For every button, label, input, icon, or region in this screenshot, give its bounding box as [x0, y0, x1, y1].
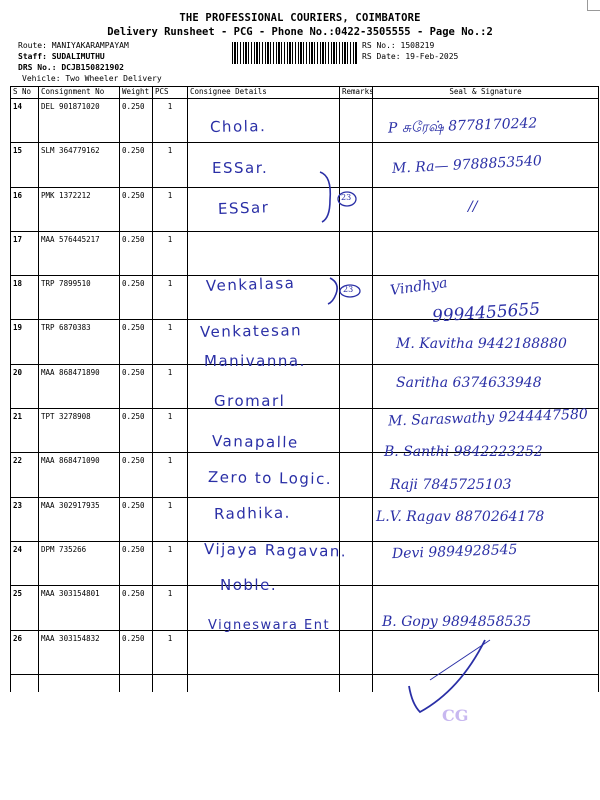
cell-pcs: 1 [153, 630, 188, 674]
handwritten-signature: M. Ra— 9788853540 [391, 153, 543, 178]
cell-sno: 19 [11, 320, 39, 364]
cell-sno: 16 [11, 187, 39, 231]
handwritten-signature: Raji 7845725103 [390, 477, 512, 493]
cell-sno: 18 [11, 276, 39, 320]
handwritten-consignee: Zero to Logic. [207, 467, 333, 488]
handwritten-consignee: Venkalasa [205, 274, 296, 296]
cell-sno: 14 [11, 99, 39, 143]
handwritten-consignee: ESSar. [212, 159, 269, 178]
cell-pcs: 1 [153, 276, 188, 320]
handwritten-consignee-extra: Vigneswara Ent [208, 618, 331, 633]
cell-weight: 0.250 [120, 99, 153, 143]
cell-weight: 0.250 [120, 320, 153, 364]
document-subtitle: Delivery Runsheet - PCG - Phone No.:0422-3505555 - Page No.:2 [107, 26, 493, 38]
cell-sno: 21 [11, 409, 39, 453]
drs-value: DCJB150821902 [61, 63, 124, 72]
handwritten-consignee: Vanapalle [211, 432, 299, 452]
remark-mark-1: 23 [341, 193, 352, 202]
cell-sno: 20 [11, 364, 39, 408]
cell-pcs: 1 [153, 497, 188, 541]
cell-weight: 0.250 [120, 364, 153, 408]
cell-consignment-no: MAA 303154801 [39, 586, 120, 630]
cell-consignment-no: MAA 868471890 [39, 364, 120, 408]
cell-weight: 0.250 [120, 541, 153, 585]
cell-weight: 0.250 [120, 143, 153, 187]
handwritten-signature: Devi 9894928545 [391, 541, 518, 562]
col-consignee: Consignee Details [188, 87, 340, 99]
cell-pcs: 1 [153, 453, 188, 497]
staff-label: Staff: [18, 52, 47, 61]
handwritten-consignee: ESSar [217, 197, 270, 218]
handwritten-signature: 9994455655 [431, 298, 541, 327]
handwritten-signature: M. Saraswathy 9244447580 [387, 406, 589, 430]
handwritten-consignee: Chola. [209, 117, 267, 136]
cell-sno: 26 [11, 630, 39, 674]
rs-date-value: 19-Feb-2025 [405, 52, 459, 61]
stamp-mark: CG [442, 706, 469, 725]
col-consignment: Consignment No [39, 87, 120, 99]
col-sno: S No [11, 87, 39, 99]
handwritten-consignee: Vijaya Ragavan. [203, 540, 348, 561]
cell-sno: 24 [11, 541, 39, 585]
cell-consignment-no: DEL 901871020 [39, 99, 120, 143]
cell-consignment-no: TPT 3278908 [39, 409, 120, 453]
cell-consignment-no: MAA 576445217 [39, 231, 120, 275]
col-weight: Weight [120, 87, 153, 99]
document-title: THE PROFESSIONAL COURIERS, COIMBATORE [179, 12, 421, 24]
handwritten-signature-extra: B. Gopy 9894858535 [382, 614, 532, 630]
cell-weight: 0.250 [120, 409, 153, 453]
vehicle-label: Vehicle: [22, 74, 61, 83]
cell-weight: 0.250 [120, 453, 153, 497]
handwritten-signature: M. Kavitha 9442188880 [396, 335, 567, 352]
cell-sno: 25 [11, 586, 39, 630]
col-signature: Seal & Signature [373, 87, 599, 99]
handwritten-consignee: Radhika. [213, 503, 292, 523]
cell-consignment-no: SLM 364779162 [39, 143, 120, 187]
cell-pcs: 1 [153, 541, 188, 585]
handwritten-signature: Vindhya [389, 275, 449, 300]
cell-pcs: 1 [153, 143, 188, 187]
cell-weight: 0.250 [120, 276, 153, 320]
cell-pcs: 1 [153, 187, 188, 231]
cell-pcs: 1 [153, 99, 188, 143]
cell-pcs: 1 [153, 409, 188, 453]
cell-weight: 0.250 [120, 231, 153, 275]
handwritten-signature: Saritha 6374633948 [396, 375, 542, 392]
rs-date-label: RS Date: [362, 52, 401, 61]
handwritten-consignee: Manivanna. [204, 351, 306, 370]
cell-pcs: 1 [153, 231, 188, 275]
cell-consignment-no: DPM 735266 [39, 541, 120, 585]
cell-sno: 23 [11, 497, 39, 541]
cell-consignment-no: TRP 6870383 [39, 320, 120, 364]
handwritten-signature: // [468, 198, 478, 215]
cell-weight: 0.250 [120, 630, 153, 674]
cell-sno: 22 [11, 453, 39, 497]
route-label: Route: [18, 41, 47, 50]
cell-weight: 0.250 [120, 187, 153, 231]
staff-value: SUDALIMUTHU [51, 52, 105, 61]
cell-consignment-no: MAA 303154832 [39, 630, 120, 674]
col-pcs: PCS [153, 87, 188, 99]
handwritten-consignee: Noble. [220, 575, 278, 594]
vehicle-value: Two Wheeler Delivery [65, 74, 162, 83]
remark-mark-2: 23 [343, 285, 354, 294]
route-value: MANIYAKARAMPAYAM [51, 41, 129, 50]
cell-consignment-no: MAA 868471090 [39, 453, 120, 497]
drs-label: DRS No.: [18, 63, 57, 72]
cell-sno: 17 [11, 231, 39, 275]
handwritten-signature: P சுரேஷ் 8778170242 [387, 115, 538, 137]
handwritten-consignee: Venkatesan [199, 320, 303, 341]
handwritten-consignee: Gromarl [214, 392, 286, 411]
cell-weight: 0.250 [120, 497, 153, 541]
handwritten-signature: B. Santhi 9842223252 [384, 443, 543, 460]
cell-weight: 0.250 [120, 586, 153, 630]
cell-sno: 15 [11, 143, 39, 187]
rs-no-label: RS No.: [362, 41, 396, 50]
rs-no-value: 1508219 [400, 41, 435, 50]
col-remarks: Remarks [340, 87, 373, 99]
cell-pcs: 1 [153, 364, 188, 408]
handwritten-signature: L.V. Ragav 8870264178 [376, 509, 545, 526]
cell-pcs: 1 [153, 586, 188, 630]
cell-consignment-no: PMK 1372212 [39, 187, 120, 231]
cell-consignment-no: TRP 7899510 [39, 276, 120, 320]
cell-pcs: 1 [153, 320, 188, 364]
cell-consignment-no: MAA 302917935 [39, 497, 120, 541]
